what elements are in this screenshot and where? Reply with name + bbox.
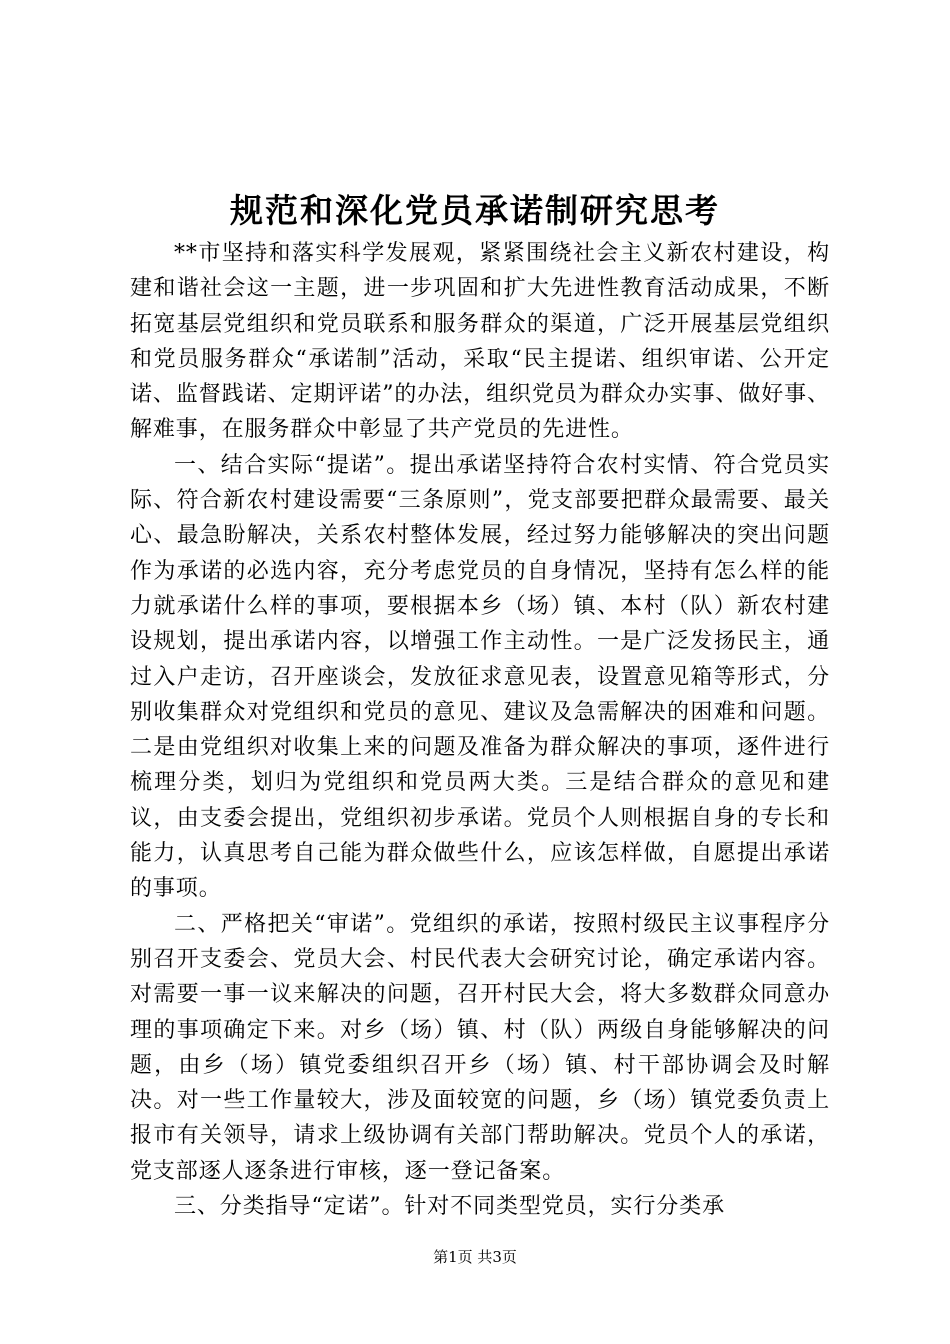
paragraph-section-1: 一、结合实际“提诺”。提出承诺坚持符合农村实情、符合党员实际、符合新农村建设需要“三条原则”，党支部要把群众最需要、最关心、最急盼解决，关系农村整体发展，经过努力能够解决的突出问题作为承诺的必选内容，充分考虑党员的自身情况，坚持有怎么样的能力就承诺什么样的事项，要根据本乡（场）镇、本村（队）新农村建设规划，提出承诺内容，以增强工作主动性。一是广泛发扬民主，通过入户走访，召开座谈会，发放征求意见表，设置意见箱等形式，分别收集群众对党组织和党员的意见、建议及急需解决的困难和问题。二是由党组织对收集上来的问题及准备为群众解决的事项，逐件进行梳理分类，划归为党组织和党员两大类。三是结合群众的意见和建议，由支委会提出，党组织初步承诺。党员个人则根据自身的专长和能力，认真思考自己能为群众做些什么，应该怎样做，自愿提出承诺的事项。 — [130, 452, 830, 902]
page-footer: 第1页 共3页 — [433, 1248, 517, 1266]
document-body — [130, 236, 830, 1224]
paragraph-section-2: 二、严格把关“审诺”。党组织的承诺，按照村级民主议事程序分别召开支委会、党员大会、村民代表大会研究讨论，确定承诺内容。对需要一事一议来解决的问题，召开村民大会，将大多数群众同意办理的事项确定下来。对乡（场）镇、村（队）两级自身能够解决的问题，由乡（场）镇党委组织召开乡（场）镇、村干部协调会及时解决。对一些工作量较大，涉及面较宽的问题，乡（场）镇党委负责上报市有关领导，请求上级协调有关部门帮助解决。党员个人的承诺，党支部逐人逐条进行审核，逐一登记备案。 — [130, 911, 830, 1184]
paragraph-section-3: 三、分类指导“定诺”。针对不同类型党员，实行分类承 — [174, 1194, 725, 1220]
paragraph-intro: **市坚持和落实科学发展观，紧紧围绕社会主义新农村建设，构建和谐社会这一主题，进一步巩固和扩大先进性教育活动成果，不断拓宽基层党组织和党员联系和服务群众的渠道，广泛开展基层党组织和党员服务群众“承诺制”活动，采取“民主提诺、组织审诺、公开定诺、监督践诺、定期评诺”的办法，组织党员为群众办实事、做好事、解难事，在服务群众中彰显了共产党员的先进性。 — [130, 241, 830, 443]
document-title: 规范和深化党员承诺制研究思考 — [230, 191, 720, 230]
